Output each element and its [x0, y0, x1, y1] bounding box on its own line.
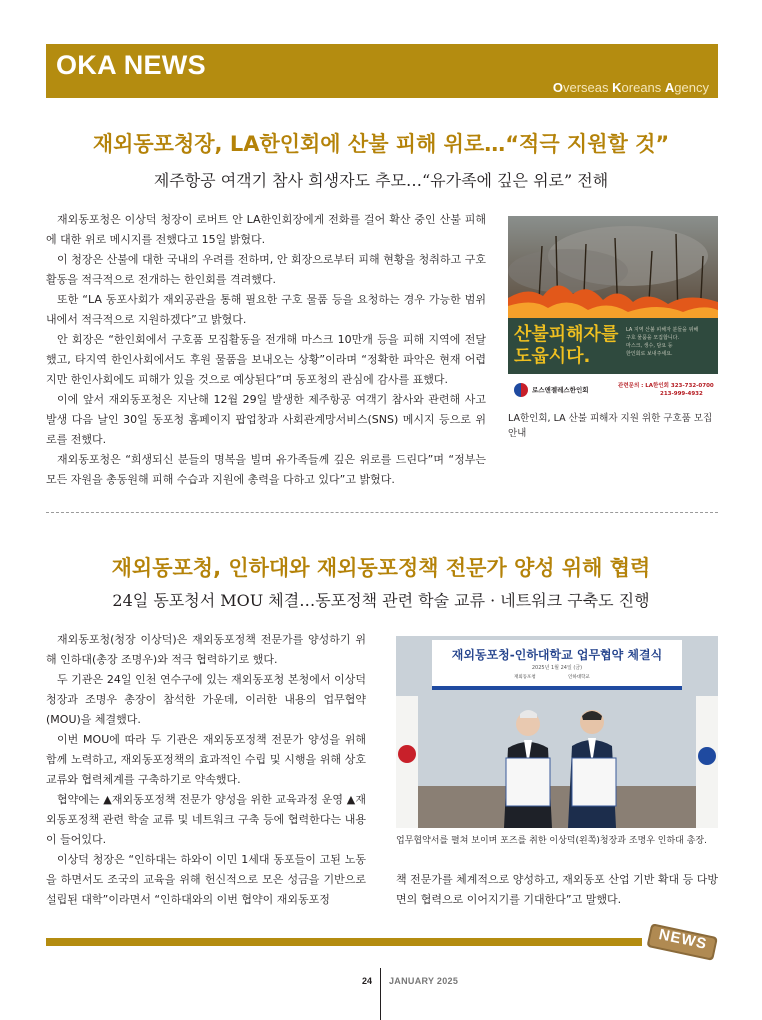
- article1-caption: LA한인회, LA 산불 피해자 지원 위한 구호품 모집 안내: [508, 413, 713, 439]
- poster-phone: 213-999-4932: [660, 391, 703, 397]
- footer-divider: [380, 968, 381, 1020]
- article2-body-left: [46, 630, 366, 910]
- wildfire-relief-poster: [508, 216, 718, 406]
- mou-logo-left: 재외동포청: [514, 675, 536, 680]
- article1-paragraph: 재외동포청은 “희생되신 분들의 명복을 빌며 유가족들께 깊은 위로를 드린다”며 “정부는 모든 자원을 총동원해 피해 수습과 지원에 총력을 다하고 있다”고 밝혔다.: [46, 453, 486, 486]
- poster-headline: 산불피해자를 도웁시다.: [514, 324, 619, 367]
- header-bar: [46, 44, 718, 98]
- article1-paragraph: 이에 앞서 재외동포청은 지난해 12월 29일 발생한 제주항공 여객기 참사와 관련해 사고 발생 다음 날인 30일 동포청 홈페이지 팝업창과 사회관계망서비스(SNS) 메시지 등으로 위로를 전했다.: [46, 393, 486, 446]
- poster-contact: 관련문의 : LA한인회 323-732-0700: [618, 383, 714, 389]
- article-divider: [46, 512, 718, 513]
- article2-subhead: 24일 동포청서 MOU 체결…동포정책 관련 학술 교류 · 네트워크 구축도 진행: [112, 591, 650, 610]
- article2-paragraph: 두 기관은 24일 인천 연수구에 있는 재외동포청 본청에서 이상덕 청장과 조명우 총장이 참석한 가운데, 이러한 내용의 업무협약(MOU)을 체결했다.: [46, 673, 366, 726]
- article1-paragraph: 또한 “LA 동포사회가 재외공관을 통해 필요한 구호 물품 등을 요청하는 경우 가능한 범위내에서 적극적으로 지원하겠다”고 밝혔다.: [46, 293, 486, 326]
- news-stamp-icon: NEWS: [642, 920, 722, 966]
- article2-paragraph: 이번 MOU에 따라 두 기관은 재외동포정책 전문가 양성을 위해 함께 노력하고, 재외동포정책의 효과적인 수립 및 시행을 위해 상호 교류와 협력체계를 구축하기로 약속했다.: [46, 733, 366, 786]
- article2-paragraph: 협약에는 ▲재외동포정책 전문가 양성을 위한 교육과정 운영 ▲재외동포정책 관련 학술 교류 및 네트워크 구축 등에 협력한다는 내용이 들어있다.: [46, 793, 366, 846]
- footer-bar: [46, 938, 642, 946]
- article1-paragraph: 이 청장은 산불에 대한 국내의 우려를 전하며, 안 회장으로부터 피해 현황을 청취하고 구호 활동을 적극적으로 전개하는 한인회를 격려했다.: [46, 253, 486, 286]
- article1-headline: 재외동포청장, LA한인회에 산불 피해 위로…“적극 지원할 것”: [92, 132, 670, 156]
- poster-small-text: LA 지역 산불 피해자 분들을 위해 구호 물품을 모집합니다. 마스크, 생수, 담요 등 한인회로 보내주세요.: [626, 327, 699, 357]
- article2-body-right: [396, 870, 718, 910]
- article2-paragraph-continued: 책 전문가를 체계적으로 양성하고, 재외동포 산업 기반 확대 등 다방면의 협력으로 이어지기를 기대한다”고 말했다.: [396, 873, 718, 906]
- agency-name: Overseas Koreans Agency: [552, 80, 709, 95]
- article1-body: [46, 210, 486, 490]
- article2-paragraph: 재외동포청(청장 이상덕)은 재외동포정책 전문가를 양성하기 위해 인하대(총장 조명우)와 적극 협력하기로 했다.: [46, 633, 366, 666]
- mou-banner-date: 2025년 1월 24일 (금): [531, 665, 583, 671]
- org-logo-icon: [514, 383, 528, 397]
- article2-paragraph: 이상덕 청장은 “인하대는 하와이 이민 1세대 동포들이 고된 노동을 하면서도 조국의 교육을 위해 헌신적으로 모은 성금을 기반으로 설립된 대학”이라면서 “인하대와의 이번 협약이 재외동포정: [46, 853, 366, 906]
- page-number: 24: [361, 976, 372, 986]
- mou-ceremony-photo: [396, 636, 718, 828]
- mou-logo-right: 인하대학교: [568, 675, 590, 680]
- section-title: OKA NEWS: [56, 50, 206, 80]
- article2-headline: 재외동포청, 인하대와 재외동포정책 전문가 양성 위해 협력: [111, 556, 651, 580]
- article1-subhead: 제주항공 여객기 참사 희생자도 추모…“유가족에 깊은 위로” 전해: [153, 171, 609, 190]
- poster-org-name: 로스앤젤레스한인회: [532, 386, 589, 394]
- article1-paragraph: 안 회장은 “한인회에서 구호품 모집활동을 전개해 마스크 10만개 등을 피해 지역에 전달했고, 타지역 한인사회에서도 후원 물품을 보내오는 상황”이라며 “정확한 파악은 현재 어렵지만 한인사회에도 피해가 있을 것으로 예상된다”며 동포청의 관심에 감사를 표했다.: [46, 333, 486, 386]
- issue-month: JANUARY 2025: [389, 976, 459, 986]
- mou-banner-title: 재외동포청-인하대학교 업무협약 체결식: [451, 648, 663, 662]
- poster-footer: [508, 374, 718, 406]
- article2-caption: 업무협약서를 펼쳐 보이며 포즈를 취한 이상덕(왼쪽)청장과 조명우 인하대 총장.: [396, 836, 707, 846]
- article1-paragraph: 재외동포청은 이상덕 청장이 로버트 안 LA한인회장에게 전화를 걸어 확산 중인 산불 피해에 대한 위로 메시지를 전했다고 15일 밝혔다.: [46, 213, 486, 246]
